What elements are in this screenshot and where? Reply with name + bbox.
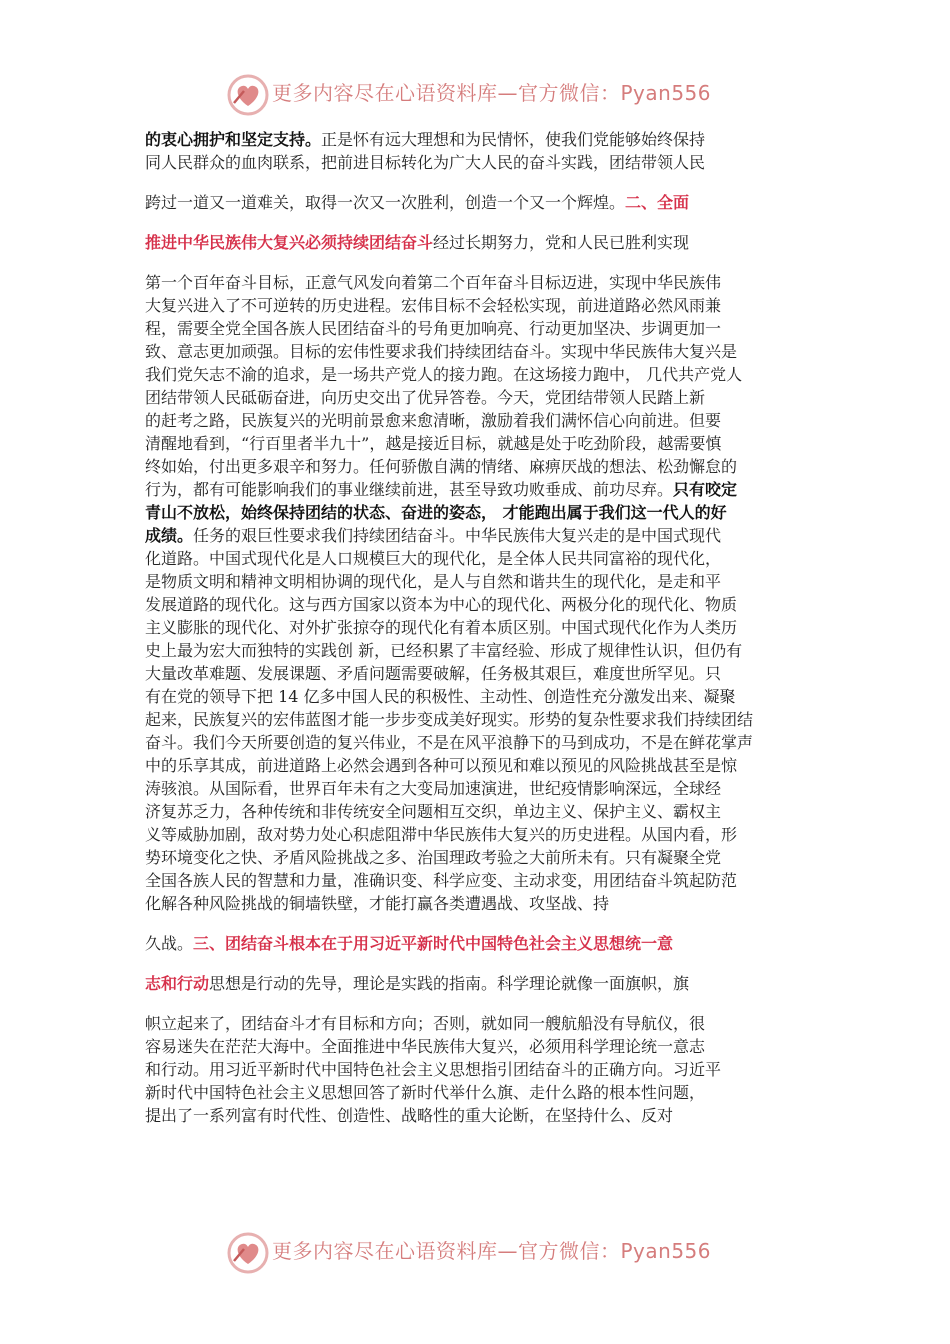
- body-text: 主义膨胀的现代化、对外扩张掠夺的现代化有着本质区别。中国式现代化作为人类历: [145, 618, 738, 637]
- text-line: [145, 1012, 815, 1035]
- text-line: [145, 932, 815, 955]
- bold-text: 的衷心拥护和坚定支持。: [145, 130, 322, 149]
- bold-text: 成绩。: [145, 526, 194, 545]
- text-line: [145, 777, 815, 800]
- text-line: [145, 662, 815, 685]
- text-line: [145, 478, 815, 501]
- body-text: 大量改革难题、发展课题、矛盾问题需要破解，任务极其艰巨，难度世所罕见。只: [145, 664, 722, 683]
- text-line: [145, 639, 815, 662]
- text-line: [145, 708, 815, 731]
- text-line: [145, 846, 815, 869]
- body-text: 发展道路的现代化。这与西方国家以资本为中心的现代化、两极分化的现代化、物质: [145, 595, 738, 614]
- text-line: [145, 524, 815, 547]
- paragraph-gap: [145, 214, 815, 231]
- body-text: 终如始，付出更多艰辛和努力。任何骄傲自满的情绪、麻痹厌战的想法、松劲懈怠的: [145, 457, 738, 476]
- text-line: [145, 547, 815, 570]
- text-line: [145, 593, 815, 616]
- bold-text: 青山不放松，始终保持团结的状态、奋进的姿态， 才能跑出属于我们这一代人的好: [145, 503, 727, 522]
- text-line: [145, 823, 815, 846]
- body-text: 化道路。中国式现代化是人口规模巨大的现代化，是全体人民共同富裕的现代化，: [145, 549, 722, 568]
- text-line: [145, 317, 815, 340]
- text-line: [145, 409, 815, 432]
- heart-logo-icon: [226, 1231, 270, 1275]
- section-heading-text: 推进中华民族伟大复兴必须持续团结奋斗: [145, 233, 434, 252]
- text-line: [145, 340, 815, 363]
- text-line: [145, 800, 815, 823]
- body-text: 有在党的领导下把 14 亿多中国人民的积极性、主动性、创造性充分激发出来、凝聚: [145, 687, 736, 706]
- text-line: [145, 1035, 815, 1058]
- body-text: 清醒地看到，“行百里者半九十”，越是接近目标，就越是处于吃劲阶段，越需要慎: [145, 434, 722, 453]
- text-line: [145, 191, 815, 214]
- body-text: 思想是行动的先导，理论是实践的指南。科学理论就像一面旗帜，旗: [209, 974, 690, 993]
- body-text: 久战。: [145, 934, 194, 953]
- text-line: [145, 386, 815, 409]
- body-text: 大复兴进入了不可逆转的历史进程。宏伟目标不会轻松实现，前进道路必然风雨兼: [145, 296, 722, 315]
- body-text: 起来，民族复兴的宏伟蓝图才能一步步变成美好现实。形势的复杂性要求我们持续团结: [145, 710, 754, 729]
- body-text: 中的乐享其成，前进道路上必然会遇到各种可以预见和难以预见的风险挑战甚至是惊: [145, 756, 738, 775]
- bold-text: 只有咬定: [673, 480, 738, 499]
- body-text: 致、意志更加顽强。目标的宏伟性要求我们持续团结奋斗。实现中华民族伟大复兴是: [145, 342, 738, 361]
- body-text: 我们党矢志不渝的追求，是一场共产党人的接力跑。在这场接力跑中， 几代共产党人: [145, 365, 743, 384]
- body-text: 和行动。用习近平新时代中国特色社会主义思想指引团结奋斗的正确方向。习近平: [145, 1060, 722, 1079]
- document-body: [145, 128, 815, 1127]
- text-line: [145, 1104, 815, 1127]
- body-text: 提出了一系列富有时代性、创造性、战略性的重大论断，在坚持什么、反对: [145, 1106, 674, 1125]
- watermark-banner-top: [0, 70, 950, 120]
- text-line: [145, 501, 815, 524]
- body-text: 帜立起来了，团结奋斗才有目标和方向；否则，就如同一艘航船没有导航仪，很: [145, 1014, 706, 1033]
- paragraph-gap: [145, 254, 815, 271]
- text-line: [145, 754, 815, 777]
- body-text: 史上最为宏大而独特的实践创 新，已经积累了丰富经验、形成了规律性认识，但仍有: [145, 641, 743, 660]
- watermark-text: 更多内容尽在心语资料库—官方微信：Pyan556: [272, 1239, 712, 1263]
- body-text: 全国各族人民的智慧和力量，准确识变、科学应变、主动求变，用团结奋斗筑起防范: [145, 871, 738, 890]
- section-heading-text: 二、全面: [625, 193, 690, 212]
- text-line: [145, 1081, 815, 1104]
- text-line: [145, 972, 815, 995]
- section-heading-text: 志和行动: [145, 974, 210, 993]
- text-line: [145, 685, 815, 708]
- text-line: [145, 455, 815, 478]
- text-line: [145, 363, 815, 386]
- text-line: [145, 892, 815, 915]
- paragraph-gap: [145, 174, 815, 191]
- paragraph-gap: [145, 955, 815, 972]
- text-line: [145, 151, 815, 174]
- text-line: [145, 869, 815, 892]
- body-text: 势环境变化之快、矛盾风险挑战之多、治国理政考验之大前所未有。只有凝聚全党: [145, 848, 722, 867]
- text-line: [145, 231, 815, 254]
- text-line: [145, 570, 815, 593]
- body-text: 正是怀有远大理想和为民情怀，使我们党能够始终保持: [321, 130, 706, 149]
- body-text: 化解各种风险挑战的铜墙铁壁，才能打赢各类遭遇战、攻坚战、持: [145, 894, 610, 913]
- body-text: 涛骇浪。从国际看，世界百年未有之大变局加速演进，世纪疫情影响深远，全球经: [145, 779, 722, 798]
- body-text: 经过长期努力，党和人民已胜利实现: [433, 233, 690, 252]
- watermark-text: 更多内容尽在心语资料库—官方微信：Pyan556: [272, 81, 712, 105]
- body-text: 程，需要全党全国各族人民团结奋斗的号角更加响亮、行动更加坚决、步调更加一: [145, 319, 722, 338]
- text-line: [145, 432, 815, 455]
- paragraph-gap: [145, 995, 815, 1012]
- body-text: 容易迷失在茫茫大海中。全面推进中华民族伟大复兴，必须用科学理论统一意志: [145, 1037, 706, 1056]
- text-line: [145, 294, 815, 317]
- body-text: 是物质文明和精神文明相协调的现代化，是人与自然和谐共生的现代化，是走和平: [145, 572, 722, 591]
- paragraph-gap: [145, 915, 815, 932]
- body-text: 团结带领人民砥砺奋进，向历史交出了优异答卷。今天，党团结带领人民踏上新: [145, 388, 706, 407]
- body-text: 第一个百年奋斗目标，正意气风发向着第二个百年奋斗目标迈进，实现中华民族伟: [145, 273, 722, 292]
- watermark-banner-bottom: [0, 1228, 950, 1278]
- heart-logo-icon: [226, 73, 270, 117]
- text-line: [145, 271, 815, 294]
- body-text: 任务的艰巨性要求我们持续团结奋斗。中华民族伟大复兴走的是中国式现代: [193, 526, 722, 545]
- body-text: 济复苏乏力，各种传统和非传统安全问题相互交织，单边主义、保护主义、霸权主: [145, 802, 722, 821]
- body-text: 跨过一道又一道难关，取得一次又一次胜利，创造一个又一个辉煌。: [145, 193, 626, 212]
- body-text: 义等威胁加剧，敌对势力处心积虑阻滞中华民族伟大复兴的历史进程。从国内看，形: [145, 825, 738, 844]
- text-line: [145, 128, 815, 151]
- body-text: 新时代中国特色社会主义思想回答了新时代举什么旗、走什么路的根本性问题，: [145, 1083, 706, 1102]
- text-line: [145, 731, 815, 754]
- text-line: [145, 1058, 815, 1081]
- body-text: 奋斗。我们今天所要创造的复兴伟业，不是在风平浪静下的马到成功，不是在鲜花掌声: [145, 733, 754, 752]
- body-text: 同人民群众的血肉联系，把前进目标转化为广大人民的奋斗实践，团结带领人民: [145, 153, 706, 172]
- text-line: [145, 616, 815, 639]
- body-text: 的赶考之路，民族复兴的光明前景愈来愈清晰，激励着我们满怀信心向前进。但要: [145, 411, 722, 430]
- section-heading-text: 三、团结奋斗根本在于用习近平新时代中国特色社会主义思想统一意: [193, 934, 674, 953]
- body-text: 行为，都有可能影响我们的事业继续前进，甚至导致功败垂成、前功尽弃。: [145, 480, 674, 499]
